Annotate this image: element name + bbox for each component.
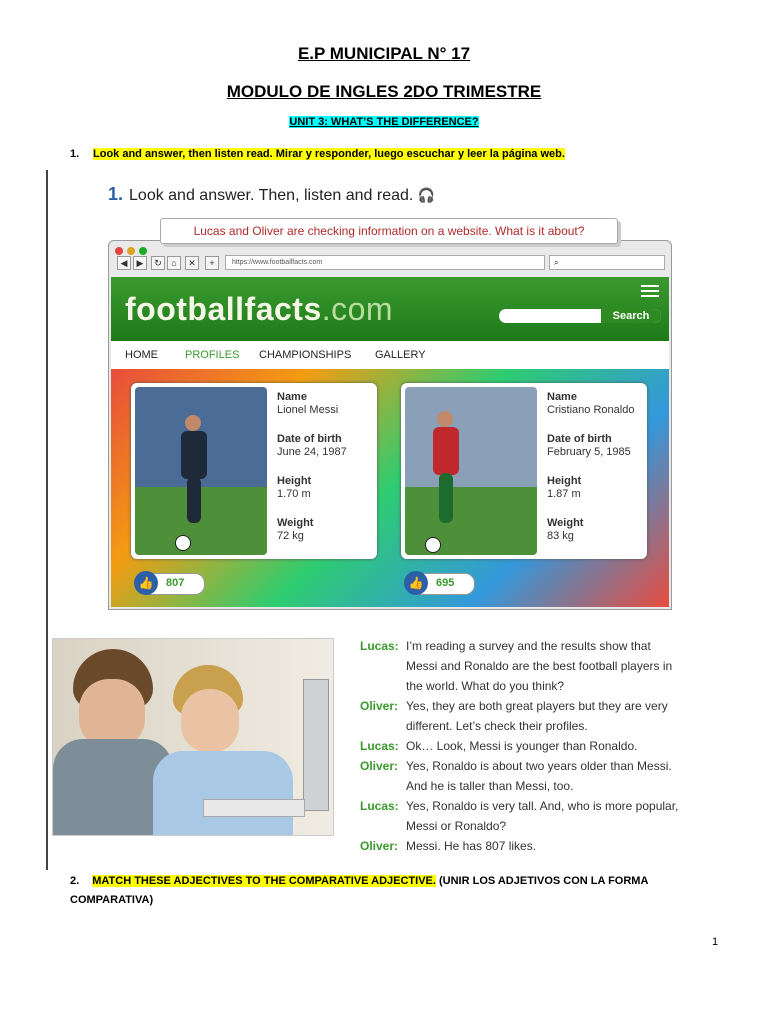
- height-label: Height: [277, 475, 312, 487]
- ronaldo-photo: [405, 387, 537, 555]
- page-margin-line: [46, 170, 48, 870]
- dialogue-line: [360, 636, 680, 696]
- item-2: [70, 872, 730, 910]
- magnifier-icon: ⌕: [554, 258, 559, 267]
- site-nav: [111, 341, 669, 369]
- boys-at-computer-photo: [52, 638, 334, 836]
- thumbs-up-icon: 👍: [134, 571, 158, 595]
- item-1-instruction: Look and answer, then listen read. Mirar y responder, luego escuchar y leer la página web.: [93, 148, 565, 160]
- profile-card-messi: [131, 383, 377, 559]
- weight-label: Weight: [547, 517, 584, 529]
- exercise-question: Lucas and Oliver are checking information on a website. What is it about?: [160, 218, 618, 244]
- item-2-instruction: MATCH THESE ADJECTIVES TO THE COMPARATIVE ADJECTIVE.: [92, 875, 436, 887]
- speaker: Oliver:: [360, 839, 399, 853]
- nav-profiles: PROFILES: [185, 349, 240, 361]
- weight-value: 72 kg: [277, 530, 304, 542]
- item-2-number: 2.: [70, 875, 80, 887]
- weight-label: Weight: [277, 517, 314, 529]
- stop-icon: ✕: [185, 256, 199, 270]
- nav-home: HOME: [125, 349, 158, 361]
- speech: Messi. He has 807 likes.: [406, 839, 537, 853]
- speaker: Oliver:: [360, 759, 399, 773]
- dialogue-line: [360, 736, 680, 756]
- exercise-heading: [108, 184, 435, 205]
- profiles-area: [111, 369, 669, 607]
- speaker: Lucas:: [360, 639, 399, 653]
- dialogue-line: [360, 756, 680, 796]
- unit-title: [0, 116, 768, 128]
- page-number: 1: [712, 936, 719, 948]
- height-value: 1.70 m: [277, 488, 311, 500]
- nav-gallery: GALLERY: [375, 349, 426, 361]
- dialogue-line: [360, 836, 680, 856]
- browser-search-bar: [549, 255, 665, 270]
- item-1-text: [93, 148, 565, 160]
- module-title: MODULO DE INGLES 2DO TRIMESTRE: [226, 82, 542, 101]
- name-label: Name: [277, 391, 307, 403]
- name-value: Cristiano Ronaldo: [547, 404, 635, 416]
- weight-value: 83 kg: [547, 530, 574, 542]
- browser-toolbar: [109, 253, 671, 271]
- dialogue: [360, 636, 680, 856]
- logo-main: footballfacts: [125, 291, 322, 327]
- site-header: [111, 277, 669, 341]
- messi-likes: [137, 573, 205, 595]
- dob-value: February 5, 1985: [547, 446, 631, 458]
- height-value: 1.87 m: [547, 488, 581, 500]
- thumbs-up-icon: 👍: [404, 571, 428, 595]
- speaker: Lucas:: [360, 739, 399, 753]
- messi-photo: [135, 387, 267, 555]
- item-2-translation: (UNIR LOS ADJETIVOS CON LA FORMA COMPARATIVA): [70, 875, 648, 906]
- site-logo: [125, 291, 393, 328]
- speaker: Oliver:: [360, 699, 399, 713]
- dialogue-line: [360, 696, 680, 736]
- hamburger-menu-icon: [641, 285, 659, 300]
- back-icon: ◀: [117, 256, 131, 270]
- reload-icon: ↻: [151, 256, 165, 270]
- logo-tld: .com: [321, 291, 394, 327]
- url-bar: https://www.footballfacts.com: [225, 255, 545, 270]
- ronaldo-info: [547, 391, 643, 559]
- likes-count: 807: [166, 577, 185, 589]
- ronaldo-likes: [407, 573, 475, 595]
- site-search-button: Search: [601, 309, 661, 323]
- item-1-number: 1.: [70, 148, 80, 160]
- school-title: E.P MUNICIPAL N° 17: [297, 44, 471, 63]
- unit-title-text: UNIT 3: WHAT’S THE DIFFERENCE?: [289, 116, 479, 128]
- exercise-heading-text: Look and answer. Then, listen and read.: [129, 187, 414, 204]
- speech: Yes, Ronaldo is very tall. And, who is more popular, Messi or Ronaldo?: [406, 799, 679, 833]
- browser-window: [108, 240, 672, 610]
- dob-label: Date of birth: [277, 433, 342, 445]
- name-value: Lionel Messi: [277, 404, 339, 416]
- messi-info: [277, 391, 373, 559]
- speech: Yes, Ronaldo is about two years older than Messi. And he is taller than Messi, too.: [406, 759, 672, 793]
- likes-count: 695: [436, 577, 455, 589]
- height-label: Height: [547, 475, 582, 487]
- dob-label: Date of birth: [547, 433, 612, 445]
- speech: I’m reading a survey and the results show that Messi and Ronaldo are the best football players in the world. What do you think?: [406, 639, 673, 693]
- nav-championships: CHAMPIONSHIPS: [259, 349, 352, 361]
- exercise-number: 1.: [108, 184, 124, 204]
- profile-card-ronaldo: [401, 383, 647, 559]
- dob-value: June 24, 1987: [277, 446, 347, 458]
- home-icon: ⌂: [167, 256, 181, 270]
- dialogue-line: [360, 796, 680, 836]
- speech: Ok… Look, Messi is younger than Ronaldo.: [406, 739, 638, 753]
- name-label: Name: [547, 391, 577, 403]
- headphones-icon: 🎧: [417, 187, 436, 203]
- speaker: Lucas:: [360, 799, 399, 813]
- forward-icon: ▶: [133, 256, 147, 270]
- new-tab-icon: +: [205, 256, 219, 270]
- speech: Yes, they are both great players but they are very different. Let’s check their profiles.: [406, 699, 668, 733]
